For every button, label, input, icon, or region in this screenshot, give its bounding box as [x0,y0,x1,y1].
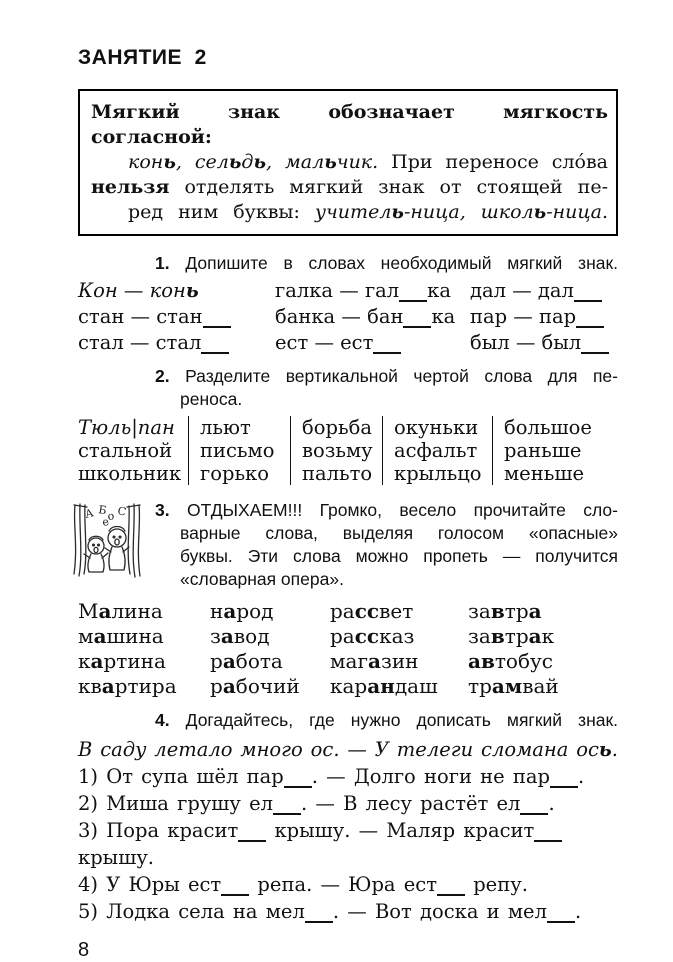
word [302,416,376,439]
text-run: д [241,151,254,173]
text-run: тр [504,599,529,623]
exercise1-number: 1. [155,253,170,273]
text-run: ртина [103,649,166,673]
word-pair [78,304,275,330]
vocabulary-word [210,599,330,624]
text-run: отделять мягкий знак от стоящей пе- [169,176,608,198]
fill-in-blank[interactable] [534,839,562,842]
fill-in-blank[interactable] [305,920,333,923]
instruction-line [155,252,618,275]
text-run: большое [504,416,592,439]
text-run: 4) У Юры ест [78,873,222,896]
word-column [78,599,210,699]
word [200,462,284,485]
text-run: школ [480,201,534,223]
text-run: горько [200,462,269,485]
text-run: | [131,416,138,439]
text-run: тр [468,674,492,698]
text-run: а [222,674,236,698]
text-run: даш [394,674,438,698]
exercise4-example-sentence [78,736,618,763]
fill-in-blank[interactable] [576,325,604,328]
fill-in-blank[interactable] [520,812,548,815]
word [78,439,182,462]
vocabulary-word [468,649,618,674]
text-run: . [611,738,618,761]
illustration-letter: С [116,504,128,519]
word-column [330,599,468,699]
text-run: маг [330,649,368,673]
instruction-text: Допишите в словах необходимый мягкий знак. [185,253,618,273]
vocabulary-word [210,624,330,649]
text-run: бота [235,649,283,673]
table-column [78,416,188,485]
text-run: меньше [504,462,584,485]
text-run: пальто [302,462,373,485]
text-run: а [220,624,234,648]
vocabulary-word [468,599,618,624]
opera-singers-illustration [71,502,143,590]
sentence-item [78,817,618,871]
text-run: возьму [302,439,373,462]
text-run: ь [253,151,266,173]
vocabulary-word [210,649,330,674]
exercise3-word-grid [78,599,618,699]
text-run: асфальт [394,439,478,462]
text-run: М [78,599,99,623]
text-run: в [490,624,505,648]
text-run: к [541,624,555,648]
text-run: а [528,599,542,623]
text-run: . — Вот доска и мел [332,900,547,923]
text-run: борьба [302,416,372,439]
illustration-letter: А [83,506,95,521]
fill-in-blank[interactable] [284,785,312,788]
word [394,416,486,439]
word-pair [275,278,470,304]
text-run: кв [78,674,102,698]
text-run: вай [522,674,559,698]
text-run: репу. [465,873,528,896]
word [504,439,612,462]
text-run: за [468,624,491,648]
exercise4-number: 4. [155,710,170,730]
text-run: . [578,765,585,788]
text-run: а [90,649,104,673]
text-run: был — был [470,331,582,354]
text-run: тр [504,624,529,648]
text-run: а [223,599,237,623]
text-run: чик. [336,151,379,173]
text-run: . [548,792,555,815]
text-run: -ница, [403,201,481,223]
text-run: н [210,599,224,623]
fill-in-blank[interactable] [547,920,575,923]
fill-in-blank[interactable] [403,325,431,328]
text-run: а [528,624,542,648]
fill-in-blank[interactable] [203,325,231,328]
sentence-item [78,871,618,898]
sentence-item [78,790,618,817]
text-run: ь [533,201,547,223]
text-run: ред ним буквы: [128,201,315,223]
text-run: м [78,624,94,648]
text-run: тобус [494,649,553,673]
text-run: стал — стал [78,331,202,354]
text-run: стальной [78,439,173,462]
text-run: Кон — кон [78,279,186,302]
fill-in-blank[interactable] [574,299,602,302]
text-run: крышу. — Маляр красит [266,819,535,842]
text-run: а [222,649,236,673]
text-run: ка [431,305,456,328]
text-run: При переносе сло́ва [378,151,608,173]
word-pair [470,330,618,356]
text-run: льют [200,416,251,439]
exercise4-instruction [78,709,618,732]
text-run: В саду летало много ос. — У телеги сломана ос [78,738,599,761]
vocabulary-word [330,624,468,649]
text-run: ан [367,674,395,698]
text-run: . [574,900,582,923]
sentence-item [78,898,618,925]
text-run: а [101,674,115,698]
page-number: 8 [78,939,90,961]
text-run: к [78,649,91,673]
fill-in-blank[interactable] [581,351,609,354]
text-run: дал — дал [470,279,574,302]
instruction-line: «словарная опера». [180,569,344,589]
instruction-text: Догадайтесь, где нужно дописать мягкий знак. [185,710,618,730]
text-run: 2) Миша грушу ел [78,792,274,815]
fill-in-blank[interactable] [550,785,578,788]
word [504,462,612,485]
exercise2-number: 2. [155,366,170,386]
exercise1-word-grid [78,278,618,356]
instruction-line: реноса. [180,389,243,409]
vocabulary-word [78,624,210,649]
text-run: банка — бан [275,305,404,328]
text-run: . — В лесу растёт ел [301,792,521,815]
text-run: -ница. [546,201,608,223]
text-run: 1) От супа шёл пар [78,765,284,788]
vocabulary-word [78,599,210,624]
text-run: з [210,624,221,648]
text-run: ка [427,279,451,302]
text-run: ь [163,151,176,173]
vocabulary-word [468,674,618,699]
text-run: ра [330,599,355,623]
illustration-letter: Б [97,503,108,518]
text-run: учител [314,201,392,223]
instruction-line [155,365,618,388]
text-run: школьник [78,462,182,485]
vocabulary-word [330,674,468,699]
text-run: , [175,151,195,173]
rule-line [91,100,608,150]
text-run: окуньки [394,416,479,439]
text-run: ртира [114,674,177,698]
exercise3-number: 3. [155,500,170,520]
text-run: шина [106,624,164,648]
text-run: крышу. [78,846,154,869]
instruction-text: Разделите вертикальной чертой слова для пе- [185,366,618,386]
word-pair [275,330,470,356]
table-column [382,416,492,485]
word [394,462,486,485]
vocabulary-word [330,599,468,624]
text-run: ь [324,151,337,173]
instruction-line [155,499,618,522]
text-run: за [468,599,491,623]
text-run: а [367,649,381,673]
text-run: репа. — Юра ест [249,873,437,896]
text-run: ь [598,738,612,761]
text-run: ест — ест [275,331,374,354]
word-column [468,599,618,699]
text-run: сс [354,599,380,623]
fill-in-blank[interactable] [238,839,266,842]
word [78,416,182,439]
text-run: ь [185,279,199,302]
text-run: кар [330,674,368,698]
word [200,416,284,439]
text-run: ь [228,151,242,173]
text-run: ам [491,674,523,698]
word [78,462,182,485]
fill-in-blank[interactable] [373,351,401,354]
lesson-title: ЗАНЯТИЕ 2 [78,46,207,69]
exercise1-instruction [78,252,618,275]
exercise4-items [78,763,618,925]
text-run: бочий [235,674,300,698]
word [200,439,284,462]
text-run: Тюль [78,416,132,439]
text-run: кон [128,151,164,173]
table-column [492,416,618,485]
fill-in-blank[interactable] [201,351,229,354]
vocabulary-word [468,624,618,649]
exercise2-word-table [78,416,618,485]
text-run: р [210,649,223,673]
text-run: раньше [504,439,582,462]
text-run: галка — гал [275,279,400,302]
exercise3-section [78,499,618,591]
text-run: нельзя [91,176,170,198]
text-run: ра [330,624,355,648]
word-pair [275,304,470,330]
text-run: мал [285,151,325,173]
word-pair [470,304,618,330]
text-run: . — Долго ноги не пар [311,765,550,788]
text-run: пан [137,416,175,439]
fill-in-blank[interactable] [399,299,427,302]
exercise3-instruction [78,499,618,591]
text-run: ав [468,649,495,673]
text-run: лина [111,599,163,623]
text-run: сел [194,151,229,173]
word [302,439,376,462]
vocabulary-word [78,674,210,699]
table-column [188,416,290,485]
word [394,439,486,462]
text-run: , [266,151,286,173]
text-run: а [93,624,107,648]
text-run: а [98,599,112,623]
text-run: вод [233,624,270,648]
word-pair [470,278,618,304]
text-run: крыльцо [394,462,482,485]
vocabulary-word [78,649,210,674]
text-run: р [210,674,223,698]
sentence-item [78,763,618,790]
instruction-line: варные слова, выделяя голосом «опасные» [180,523,618,543]
rule-line [91,175,608,200]
word [504,416,612,439]
instruction-text: ОТДЫХАЕМ!!! Громко, весело прочитайте сло- [186,500,618,520]
word-pair [78,330,275,356]
text-run: 3) Пора красит [78,819,239,842]
word-column [210,599,330,699]
instruction-line [155,709,618,732]
text-run: Мягкий знак обозначает мягкость согласной: [91,101,608,148]
illustration-letter: о [106,509,115,523]
word-pair [78,278,275,304]
rule-line [91,150,608,175]
fill-in-blank[interactable] [273,812,301,815]
text-run: вет [379,599,414,623]
text-run: пар — пар [470,305,577,328]
illustration-letter: е [101,515,110,529]
exercise2-instruction [78,365,618,411]
table-column [290,416,382,485]
text-run: род [236,599,274,623]
fill-in-blank[interactable] [437,893,465,896]
text-run: ь [391,201,404,223]
word [302,462,376,485]
rule-box [78,89,618,236]
instruction-line: буквы. Эти слова можно пропеть — получится [180,546,618,566]
fill-in-blank[interactable] [221,893,249,896]
text-run: стан — стан [78,305,203,328]
text-run: зин [380,649,419,673]
text-run: 5) Лодка села на мел [78,900,305,923]
vocabulary-word [210,674,330,699]
text-run: каз [379,624,415,648]
vocabulary-word [330,649,468,674]
text-run: письмо [200,439,275,462]
rule-line [91,200,608,225]
text-run: в [490,599,505,623]
text-run: сс [354,624,380,648]
